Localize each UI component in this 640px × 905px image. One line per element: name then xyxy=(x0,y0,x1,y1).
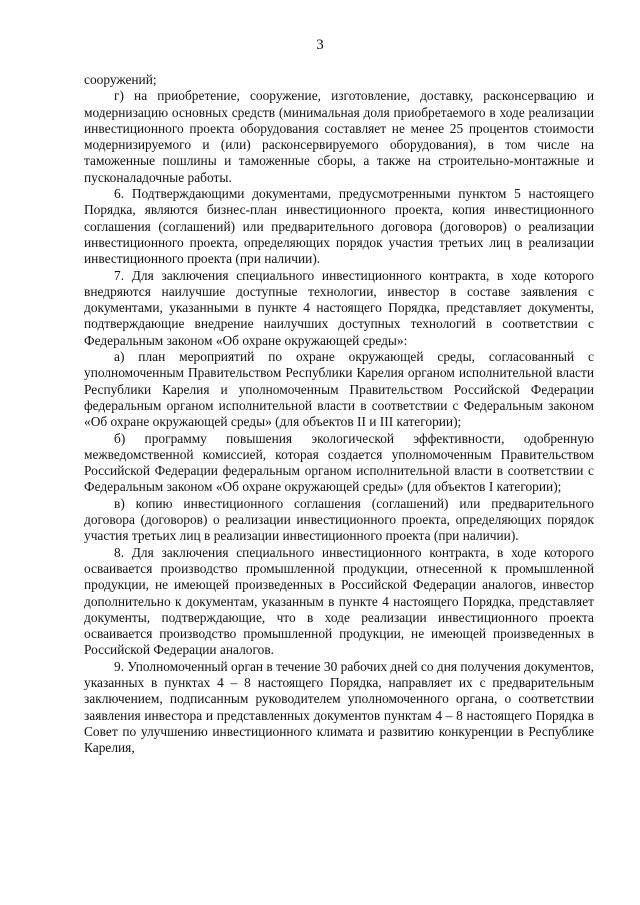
page-number: 3 xyxy=(316,37,324,53)
document-body xyxy=(84,72,594,756)
paragraph-6: 6. Подтверждающими документами, предусмотренными пунктом 5 настоящего Порядка, являются бизнес-план инвестиционного проекта, копия инвестиционного соглашения (соглашений) или предварительного договора (договоров) о реализации инвестиционного проекта, определяющих порядок участия третьих лиц в реализации инвестиционного проекта (при наличии). xyxy=(84,186,594,267)
paragraph-subitem-g: г) на приобретение, сооружение, изготовление, доставку, расконсервацию и модернизацию основных средств (минимальная доля приобретаемого в ходе реализации инвестиционного проекта оборудования составляет не менее 25 процентов стоимости модернизируемого и (или) расконсервируемого оборудования), в том числе на таможенные пошлины и таможенные сборы, а также на строительно-монтажные и пусконаладочные работы. xyxy=(84,88,594,185)
paragraph-7-subitem-v: в) копию инвестиционного соглашения (соглашений) или предварительного договора (договоров) о реализации инвестиционного проекта, определяющих порядок участия третьих лиц в реализации инвестиционного проекта (при наличии). xyxy=(84,495,594,544)
paragraph-continuation: сооружений; xyxy=(84,72,157,87)
paragraph-9: 9. Уполномоченный орган в течение 30 рабочих дней со дня получения документов, указанных в пунктах 4 – 8 настоящего Порядка, направляет их с предварительным заключением, подписанным руководителем уполномоченного органа, о соответствии заявления инвестора и представленных документов пунктам 4 – 8 настоящего Порядка в Совет по улучшению инвестиционного климата и развитию конкуренции в Республике Карелия, xyxy=(84,658,594,756)
paragraph-8: 8. Для заключения специального инвестиционного контракта, в ходе которого осваивается производство промышленной продукции, отнесенной к промышленной продукции, не имеющей произведенных в Российской Федерации аналогов, инвестор дополнительно к документам, указанным в пункте 4 настоящего Порядка, представляет документы, подтверждающие, что в ходе реализации инвестиционного проекта осваивается производство промышленной продукции, не имеющей произведенных в Российской Федерации аналогов. xyxy=(84,544,594,658)
paragraph-7: 7. Для заключения специального инвестиционного контракта, в ходе которого внедряются наилучшие доступные технологии, инвестор в составе заявления с документами, указанными в пункте 4 настоящего Порядка, представляет документы, подтверждающие внедрение наилучших доступных технологий в соответствии с Федеральным законом «Об охране окружающей среды»: xyxy=(84,267,594,348)
paragraph-7-subitem-a: а) план мероприятий по охране окружающей среды, согласованный с уполномоченным Правительством Республики Карелия органом исполнительной власти Республики Карелия и уполномоченным Правительством Российской Федерации федеральным органом исполнительной власти в соответствии с Федеральным законом «Об охране окружающей среды» (для объектов II и III категории); xyxy=(84,349,594,430)
paragraph-7-subitem-b: б) программу повышения экологической эффективности, одобренную межведомственной комиссией, которая создается уполномоченным Правительством Российской Федерации федеральным органом исполнительной власти в соответствии с Федеральным законом «Об охране окружающей среды» (для объектов I категории); xyxy=(84,430,594,495)
